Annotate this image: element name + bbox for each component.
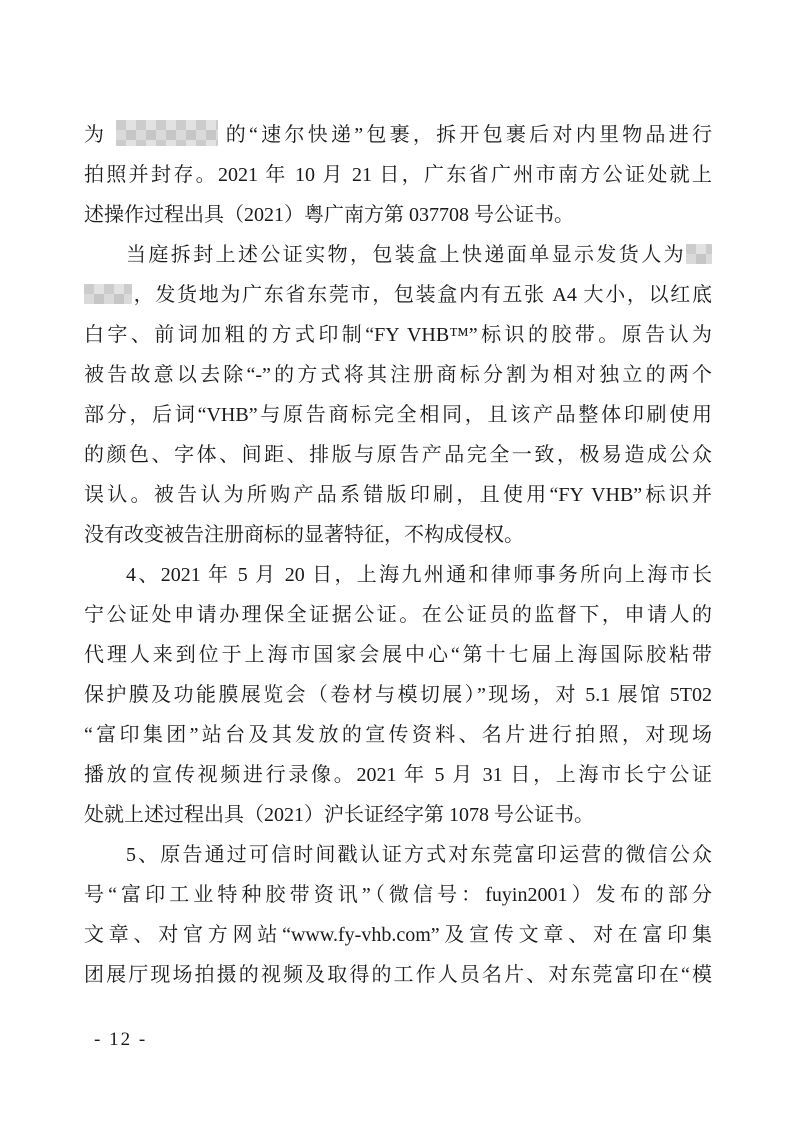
- para-unsealing-notarized-evidence: [84, 235, 712, 555]
- document-body: [84, 115, 712, 995]
- text-line: [84, 955, 712, 995]
- text-run: 被告故意以去除“-”的方式将其注册商标分割为相对独立的两个: [84, 364, 712, 386]
- redacted-consignor-name-part1: [686, 244, 712, 264]
- text-line: [84, 235, 712, 275]
- text-run: 代理人来到位于上海市国家会展中心“第十七届上海国际胶粘带: [84, 644, 712, 666]
- text-run: 拍照并封存。2021 年 10 月 21 日，广东省广州市南方公证处就上: [84, 164, 712, 186]
- para-item4-exhibition-notarization: [84, 555, 712, 835]
- text-line: [84, 795, 712, 835]
- text-run: 号“富印工业特种胶带资讯”（微信号：fuyin2001）发布的部分: [84, 884, 712, 906]
- text-line: [84, 715, 712, 755]
- text-run: 4、2021 年 5 月 20 日，上海九州通和律师事务所向上海市长: [126, 564, 712, 586]
- text-run: 5、原告通过可信时间戳认证方式对东莞富印运营的微信公众: [126, 844, 712, 866]
- text-run: 误认。被告认为所购产品系错版印刷，且使用“FY VHB”标识并: [84, 484, 712, 506]
- text-line: [84, 915, 712, 955]
- text-run: 为: [84, 124, 116, 146]
- text-run: 部分，后词“VHB”与原告商标完全相同，且该产品整体印刷使用: [84, 404, 712, 426]
- text-line: [84, 595, 712, 635]
- text-run: 的“速尔快递”包裹，拆开包裹后对内里物品进行: [217, 124, 712, 146]
- text-run: 没有改变被告注册商标的显著特征，不构成侵权。: [84, 524, 524, 546]
- text-line: [84, 555, 712, 595]
- text-run: 团展厅现场拍摄的视频及取得的工作人员名片、对东莞富印在“模: [84, 964, 712, 986]
- text-line: [84, 155, 712, 195]
- text-line: [84, 875, 712, 915]
- text-line: [84, 475, 712, 515]
- text-run: 述操作过程出具（2021）粤广南方第 037708 号公证书。: [84, 204, 574, 226]
- text-line: [84, 755, 712, 795]
- text-line: [84, 515, 712, 555]
- text-line: [84, 395, 712, 435]
- redacted-consignor-name-part2: [84, 284, 132, 304]
- text-line: [84, 435, 712, 475]
- para-item5-timestamp-evidence: [84, 835, 712, 995]
- text-line: [84, 635, 712, 675]
- text-run: 播放的宣传视频进行录像。2021 年 5 月 31 日，上海市长宁公证: [84, 764, 712, 786]
- text-line: [84, 355, 712, 395]
- redacted-sender-name: [116, 120, 218, 146]
- text-run: 白字、前词加粗的方式印制“FY VHB™”标识的胶带。原告认为: [84, 324, 712, 346]
- text-line: [84, 275, 712, 315]
- text-run: ，发货地为广东省东莞市，包装盒内有五张 A4 大小，以红底: [132, 284, 712, 306]
- text-run: “富印集团”站台及其发放的宣传资料、名片进行拍照，对现场: [84, 724, 712, 746]
- page-number: - 12 -: [94, 1029, 148, 1050]
- text-run: 当庭拆封上述公证实物，包装盒上快递面单显示发货人为: [126, 244, 686, 266]
- text-line: [84, 315, 712, 355]
- text-line: [84, 675, 712, 715]
- text-run: 处就上述过程出具（2021）沪长证经字第 1078 号公证书。: [84, 804, 594, 826]
- text-line: [84, 115, 712, 155]
- text-run: 文章、对官方网站“www.fy-vhb.com”及宣传文章、对在富印集: [84, 924, 712, 946]
- text-run: 宁公证处申请办理保全证据公证。在公证员的监督下，申请人的: [84, 604, 712, 626]
- text-line: [84, 835, 712, 875]
- para-courier-package-notarization: [84, 115, 712, 235]
- text-run: 保护膜及功能膜展览会（卷材与模切展）”现场，对 5.1 展馆 5T02: [84, 684, 712, 706]
- text-line: [84, 195, 712, 235]
- text-run: 的颜色、字体、间距、排版与原告产品完全一致，极易造成公众: [84, 444, 712, 466]
